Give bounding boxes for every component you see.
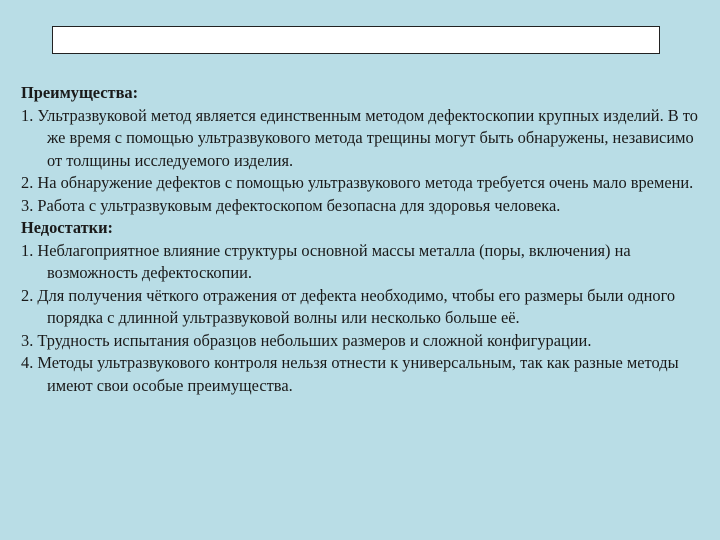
disadvantages-heading: Недостатки:: [21, 218, 113, 237]
disadvantage-item-3: 3. Трудность испытания образцов небольших размеров и сложной конфигурации.: [21, 330, 592, 350]
slide-content: [21, 82, 701, 397]
disadvantage-item-1: 1. Неблагоприятное влияние структуры основной массы металла (поры, включения) на возможность дефектоскопии.: [21, 240, 631, 282]
advantages-heading: Преимущества:: [21, 83, 139, 102]
slide-title-box: [52, 26, 660, 54]
advantage-item-2: 2. На обнаружение дефектов с помощью ультразвукового метода требуется очень мало времени.: [21, 173, 694, 192]
disadvantage-item-4: 4. Методы ультразвукового контроля нельзя отнести к универсальным, так как разные методы имеют свои особые преимущества.: [21, 353, 679, 395]
advantage-item-1: 1. Ультразвуковой метод является единственным методом дефектоскопии крупных изделий. В то же время с помощью ультразвукового метода трещины могут быть обнаружены, независимо от толщины исследуемого изделия.: [21, 105, 698, 170]
advantage-item-3: 3. Работа с ультразвуковым дефектоскопом безопасна для здоровья человека.: [21, 195, 561, 215]
disadvantage-item-2: 2. Для получения чёткого отражения от дефекта необходимо, чтобы его размеры были одного порядка с длинной ультразвуковой волны или несколько больше её.: [21, 285, 676, 327]
